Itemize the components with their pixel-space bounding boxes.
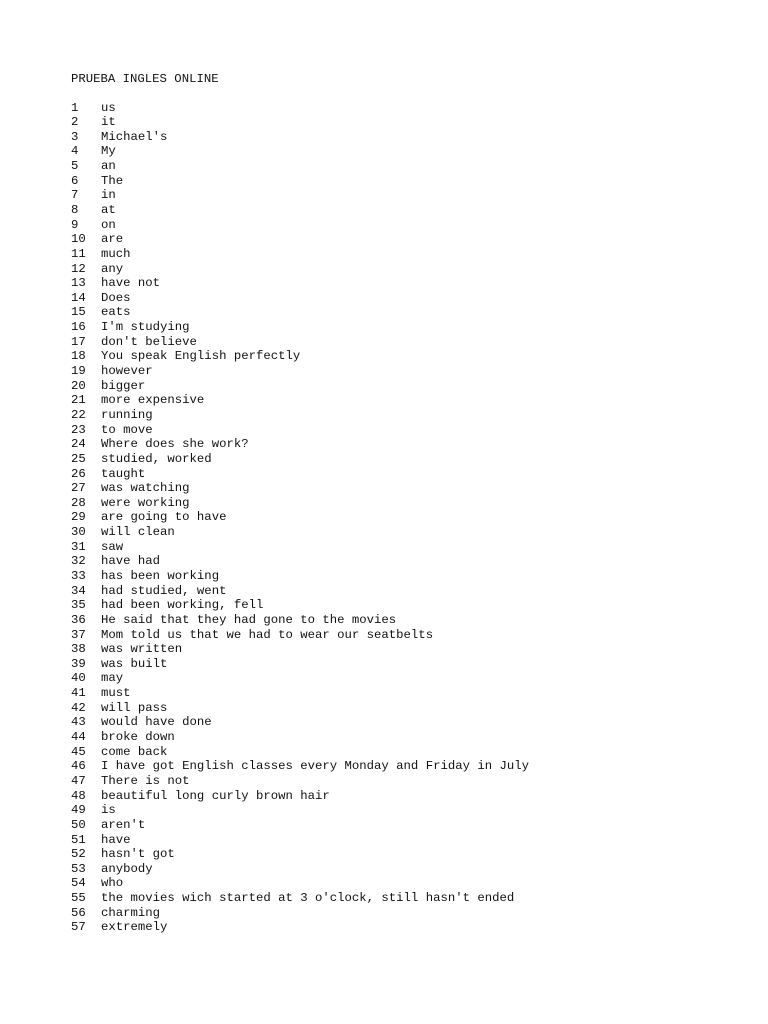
answer-row xyxy=(71,833,529,848)
answer-row xyxy=(71,657,529,672)
answer-text: hasn't got xyxy=(101,847,175,862)
answer-text: Does xyxy=(101,290,131,305)
answer-row xyxy=(71,789,529,804)
answer-text: He said that they had gone to the movies xyxy=(101,612,397,627)
answer-text: more expensive xyxy=(101,393,205,408)
answer-number: 2 xyxy=(71,115,79,130)
answer-number: 11 xyxy=(71,246,86,261)
answer-text: have had xyxy=(101,554,161,569)
answer-number: 30 xyxy=(71,525,86,540)
answer-number: 46 xyxy=(71,759,86,774)
answer-text: are xyxy=(101,232,124,247)
answer-row xyxy=(71,232,529,247)
answer-row xyxy=(71,101,529,116)
answer-row xyxy=(71,920,529,935)
answer-list xyxy=(71,101,529,936)
answer-text: is xyxy=(101,803,116,818)
answer-text: may xyxy=(101,671,124,686)
answer-number: 14 xyxy=(71,290,86,305)
answer-row xyxy=(71,218,529,233)
answer-text: have xyxy=(101,832,131,847)
answer-number: 16 xyxy=(71,320,86,335)
answer-text: running xyxy=(101,407,153,422)
answer-row xyxy=(71,510,529,525)
answer-number: 33 xyxy=(71,569,86,583)
answer-row xyxy=(71,247,529,262)
answer-row xyxy=(71,481,529,496)
answer-text: taught xyxy=(101,466,146,481)
answer-row xyxy=(71,847,529,862)
answer-text: Michael's xyxy=(101,129,168,144)
answer-row xyxy=(71,130,529,145)
answer-number: 20 xyxy=(71,378,86,393)
answer-text: are going to have xyxy=(101,510,227,525)
answer-number: 37 xyxy=(71,627,86,642)
answer-text: The xyxy=(101,173,124,188)
answer-number: 31 xyxy=(71,539,86,554)
answer-text: on xyxy=(101,217,116,232)
answer-number: 55 xyxy=(71,891,86,906)
answer-number: 5 xyxy=(71,159,79,174)
answer-text: the movies wich started at 3 o'clock, still hasn't ended xyxy=(101,891,515,906)
answer-row xyxy=(71,540,529,555)
answer-text: bigger xyxy=(101,378,146,393)
answer-row xyxy=(71,642,529,657)
answer-row xyxy=(71,759,529,774)
answer-number: 47 xyxy=(71,773,86,788)
answer-number: 45 xyxy=(71,744,86,759)
answer-number: 36 xyxy=(71,612,86,627)
answer-row xyxy=(71,115,529,130)
answer-number: 21 xyxy=(71,393,86,408)
answer-number: 29 xyxy=(71,510,86,525)
answer-text: There is not xyxy=(101,773,190,788)
answer-row xyxy=(71,730,529,745)
answer-number: 10 xyxy=(71,232,86,247)
answer-row xyxy=(71,379,529,394)
answer-number: 57 xyxy=(71,920,86,935)
answer-text: Mom told us that we had to wear our seatbelts xyxy=(101,627,434,642)
answer-number: 35 xyxy=(71,598,86,613)
answer-text: has been working xyxy=(101,569,220,583)
answer-row xyxy=(71,803,529,818)
answer-number: 27 xyxy=(71,481,86,496)
answer-number: 42 xyxy=(71,700,86,715)
answer-number: 54 xyxy=(71,876,86,891)
answer-row xyxy=(71,452,529,467)
answer-text: in xyxy=(101,188,116,203)
answer-number: 52 xyxy=(71,847,86,862)
answer-text: eats xyxy=(101,305,131,320)
answer-row xyxy=(71,364,529,379)
answer-number: 19 xyxy=(71,364,86,379)
answer-number: 6 xyxy=(71,173,79,188)
answer-number: 50 xyxy=(71,817,86,832)
answer-row xyxy=(71,686,529,701)
answer-number: 3 xyxy=(71,129,79,144)
answer-row xyxy=(71,467,529,482)
answer-number: 17 xyxy=(71,334,86,349)
answer-row xyxy=(71,393,529,408)
answer-text: I'm studying xyxy=(101,320,190,335)
answer-row xyxy=(71,671,529,686)
answer-text: don't believe xyxy=(101,334,197,349)
answer-row xyxy=(71,423,529,438)
answer-number: 1 xyxy=(71,100,79,115)
answer-row xyxy=(71,628,529,643)
answer-text: I have got English classes every Monday and Friday in July xyxy=(101,759,530,774)
answer-text: must xyxy=(101,686,131,701)
answer-text: charming xyxy=(101,905,161,920)
answer-number: 44 xyxy=(71,730,86,745)
answer-text: was built xyxy=(101,656,168,671)
answer-text: an xyxy=(101,159,116,174)
answer-row xyxy=(71,320,529,335)
answer-text: was watching xyxy=(101,481,190,496)
answer-number: 51 xyxy=(71,832,86,847)
answer-row xyxy=(71,613,529,628)
answer-number: 40 xyxy=(71,671,86,686)
answer-text: will pass xyxy=(101,700,168,715)
answer-text: it xyxy=(101,115,116,130)
answer-number: 49 xyxy=(71,803,86,818)
answer-text: had been working, fell xyxy=(101,598,264,613)
answer-text: however xyxy=(101,364,153,379)
answer-number: 12 xyxy=(71,261,86,276)
answer-text: were working xyxy=(101,495,190,510)
answer-row xyxy=(71,584,529,599)
answer-text: had studied, went xyxy=(101,583,227,598)
answer-text: My xyxy=(101,144,116,159)
answer-row xyxy=(71,598,529,613)
answer-number: 7 xyxy=(71,188,79,203)
answer-number: 23 xyxy=(71,422,86,437)
answer-row xyxy=(71,408,529,423)
answer-text: studied, worked xyxy=(101,451,212,466)
answer-number: 8 xyxy=(71,202,79,217)
answer-text: beautiful long curly brown hair xyxy=(101,788,330,803)
answer-row xyxy=(71,437,529,452)
answer-number: 9 xyxy=(71,217,79,232)
answer-text: much xyxy=(101,246,131,261)
answer-number: 41 xyxy=(71,686,86,701)
answer-row xyxy=(71,159,529,174)
answer-text: You speak English perfectly xyxy=(101,349,301,364)
answer-row xyxy=(71,305,529,320)
answer-row xyxy=(71,554,529,569)
document-title: PRUEBA INGLES ONLINE xyxy=(71,72,219,86)
answer-number: 22 xyxy=(71,407,86,422)
answer-row xyxy=(71,569,529,584)
answer-row xyxy=(71,291,529,306)
answer-number: 39 xyxy=(71,656,86,671)
answer-text: at xyxy=(101,202,116,217)
answer-number: 13 xyxy=(71,276,86,291)
document-page xyxy=(71,71,751,935)
answer-row xyxy=(71,525,529,540)
answer-number: 26 xyxy=(71,466,86,481)
answer-number: 25 xyxy=(71,451,86,466)
answer-text: to move xyxy=(101,422,153,437)
answer-text: extremely xyxy=(101,920,168,935)
answer-number: 43 xyxy=(71,715,86,730)
answer-number: 38 xyxy=(71,642,86,657)
answer-row xyxy=(71,818,529,833)
answer-row xyxy=(71,276,529,291)
answer-row xyxy=(71,715,529,730)
answer-row xyxy=(71,262,529,277)
answer-text: aren't xyxy=(101,817,146,832)
answer-row xyxy=(71,335,529,350)
answer-row xyxy=(71,701,529,716)
answer-row xyxy=(71,862,529,877)
answer-row xyxy=(71,203,529,218)
answer-row xyxy=(71,774,529,789)
answer-row xyxy=(71,891,529,906)
answer-text: come back xyxy=(101,744,168,759)
answer-text: any xyxy=(101,261,124,276)
answer-row xyxy=(71,174,529,189)
answer-number: 28 xyxy=(71,495,86,510)
answer-number: 18 xyxy=(71,349,86,364)
answer-row xyxy=(71,188,529,203)
answer-text: broke down xyxy=(101,730,175,745)
answer-text: who xyxy=(101,876,124,891)
answer-number: 4 xyxy=(71,144,79,159)
answer-number: 48 xyxy=(71,788,86,803)
answer-number: 56 xyxy=(71,905,86,920)
answer-text: us xyxy=(101,100,116,115)
answer-text: saw xyxy=(101,539,124,554)
answer-row xyxy=(71,906,529,921)
answer-number: 32 xyxy=(71,554,86,569)
answer-text: was written xyxy=(101,642,183,657)
answer-row xyxy=(71,876,529,891)
answer-number: 15 xyxy=(71,305,86,320)
answer-text: have not xyxy=(101,276,161,291)
answer-text: Where does she work? xyxy=(101,437,249,452)
answer-number: 24 xyxy=(71,437,86,452)
answer-row xyxy=(71,496,529,511)
answer-row xyxy=(71,745,529,760)
answer-text: anybody xyxy=(101,861,153,876)
answer-number: 53 xyxy=(71,861,86,876)
answer-text: will clean xyxy=(101,525,175,540)
answer-row xyxy=(71,144,529,159)
answer-row xyxy=(71,349,529,364)
answer-number: 34 xyxy=(71,583,86,598)
answer-text: would have done xyxy=(101,715,212,730)
